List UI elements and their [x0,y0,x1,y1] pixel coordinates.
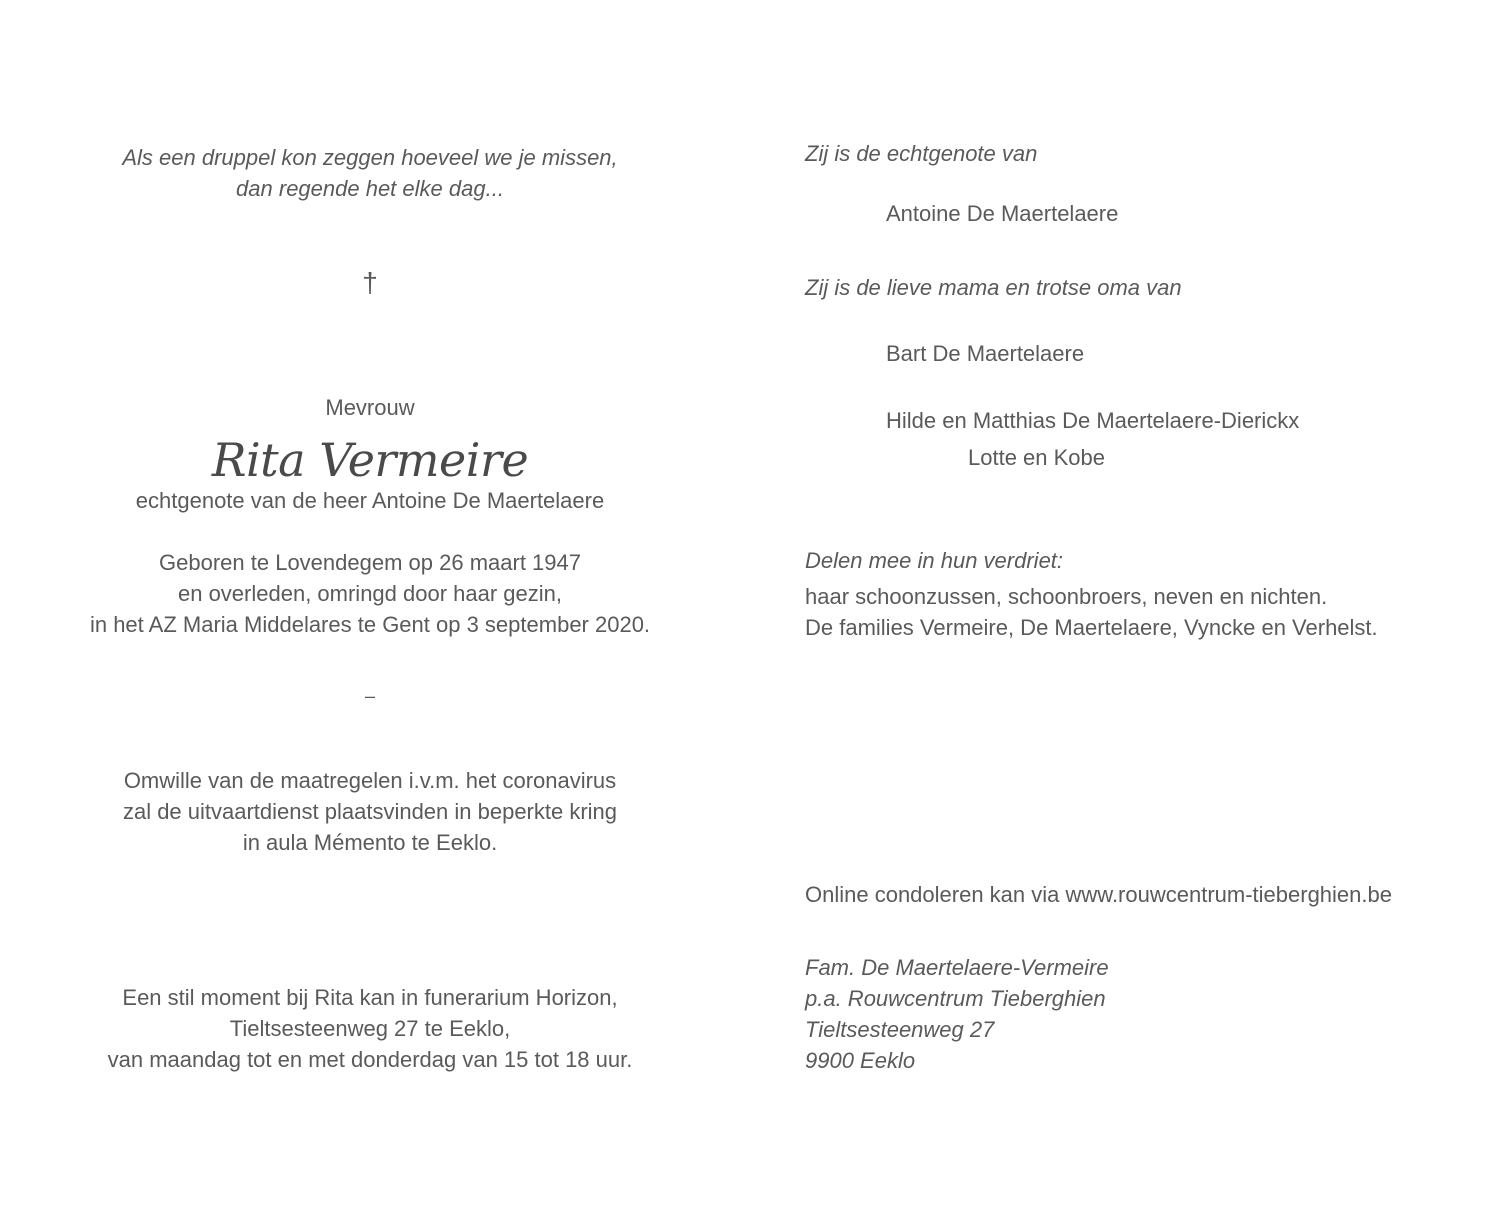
spouse-intro: Zij is de echtgenote van [805,141,1038,166]
birth-death-line: Geboren te Lovendegem op 26 maart 1947 [159,550,581,575]
quote-line: Als een druppel kon zeggen hoeveel we je missen, [122,145,618,170]
memorial-quote [40,142,700,204]
ceremony-line: in aula Mémento te Eeklo. [242,830,498,855]
ceremony-line: zal de uitvaartdienst plaatsvinden in beperkte kring [122,799,618,824]
quote-line: dan regende het elke dag... [236,176,504,201]
family-address [805,952,1485,1076]
birth-death-info [40,547,700,640]
cross-icon: † [362,267,378,298]
online-condolence: Online condoleren kan via www.rouwcentrum-tieberghien.be [805,882,1392,907]
share-lines [805,581,1485,643]
share-intro: Delen mee in hun verdriet: [805,548,1064,573]
address-line: p.a. Rouwcentrum Tieberghien [805,986,1106,1011]
salutation: Mevrouw [325,395,415,420]
cross-symbol [40,268,700,298]
spouse-line: echtgenote van de heer Antoine De Maertelaere [135,488,605,513]
share-line: De families Vermeire, De Maertelaere, Vyncke en Verhelst. [805,615,1378,640]
share-line: haar schoonzussen, schoonbroers, neven en nichten. [805,584,1328,609]
deceased-name: Rita Vermeire [211,433,529,487]
grandchildren: Lotte en Kobe [968,445,1106,470]
visitation-line: van maandag tot en met donderdag van 15 tot 18 uur. [107,1047,633,1072]
birth-death-line: en overleden, omringd door haar gezin, [177,581,563,606]
address-line: 9900 Eeklo [805,1048,916,1073]
address-line: Tieltsesteenweg 27 [805,1017,995,1042]
visitation-line: Een stil moment bij Rita kan in funerarium Horizon, [122,985,618,1010]
birth-death-line: in het AZ Maria Middelares te Gent op 3 september 2020. [89,612,651,637]
children-intro: Zij is de lieve mama en trotse oma van [805,275,1182,300]
ceremony-info [40,765,700,858]
child-1: Bart De Maertelaere [886,341,1085,366]
visitation-line: Tieltsesteenweg 27 te Eeklo, [229,1016,511,1041]
address-line: Fam. De Maertelaere-Vermeire [805,955,1109,980]
visitation-info [40,982,700,1075]
ceremony-line: Omwille van de maatregelen i.v.m. het coronavirus [123,768,617,793]
child-2: Hilde en Matthias De Maertelaere-Dierickx [886,408,1300,433]
separator-dash: – [364,686,375,706]
spouse-name: Antoine De Maertelaere [886,201,1119,226]
